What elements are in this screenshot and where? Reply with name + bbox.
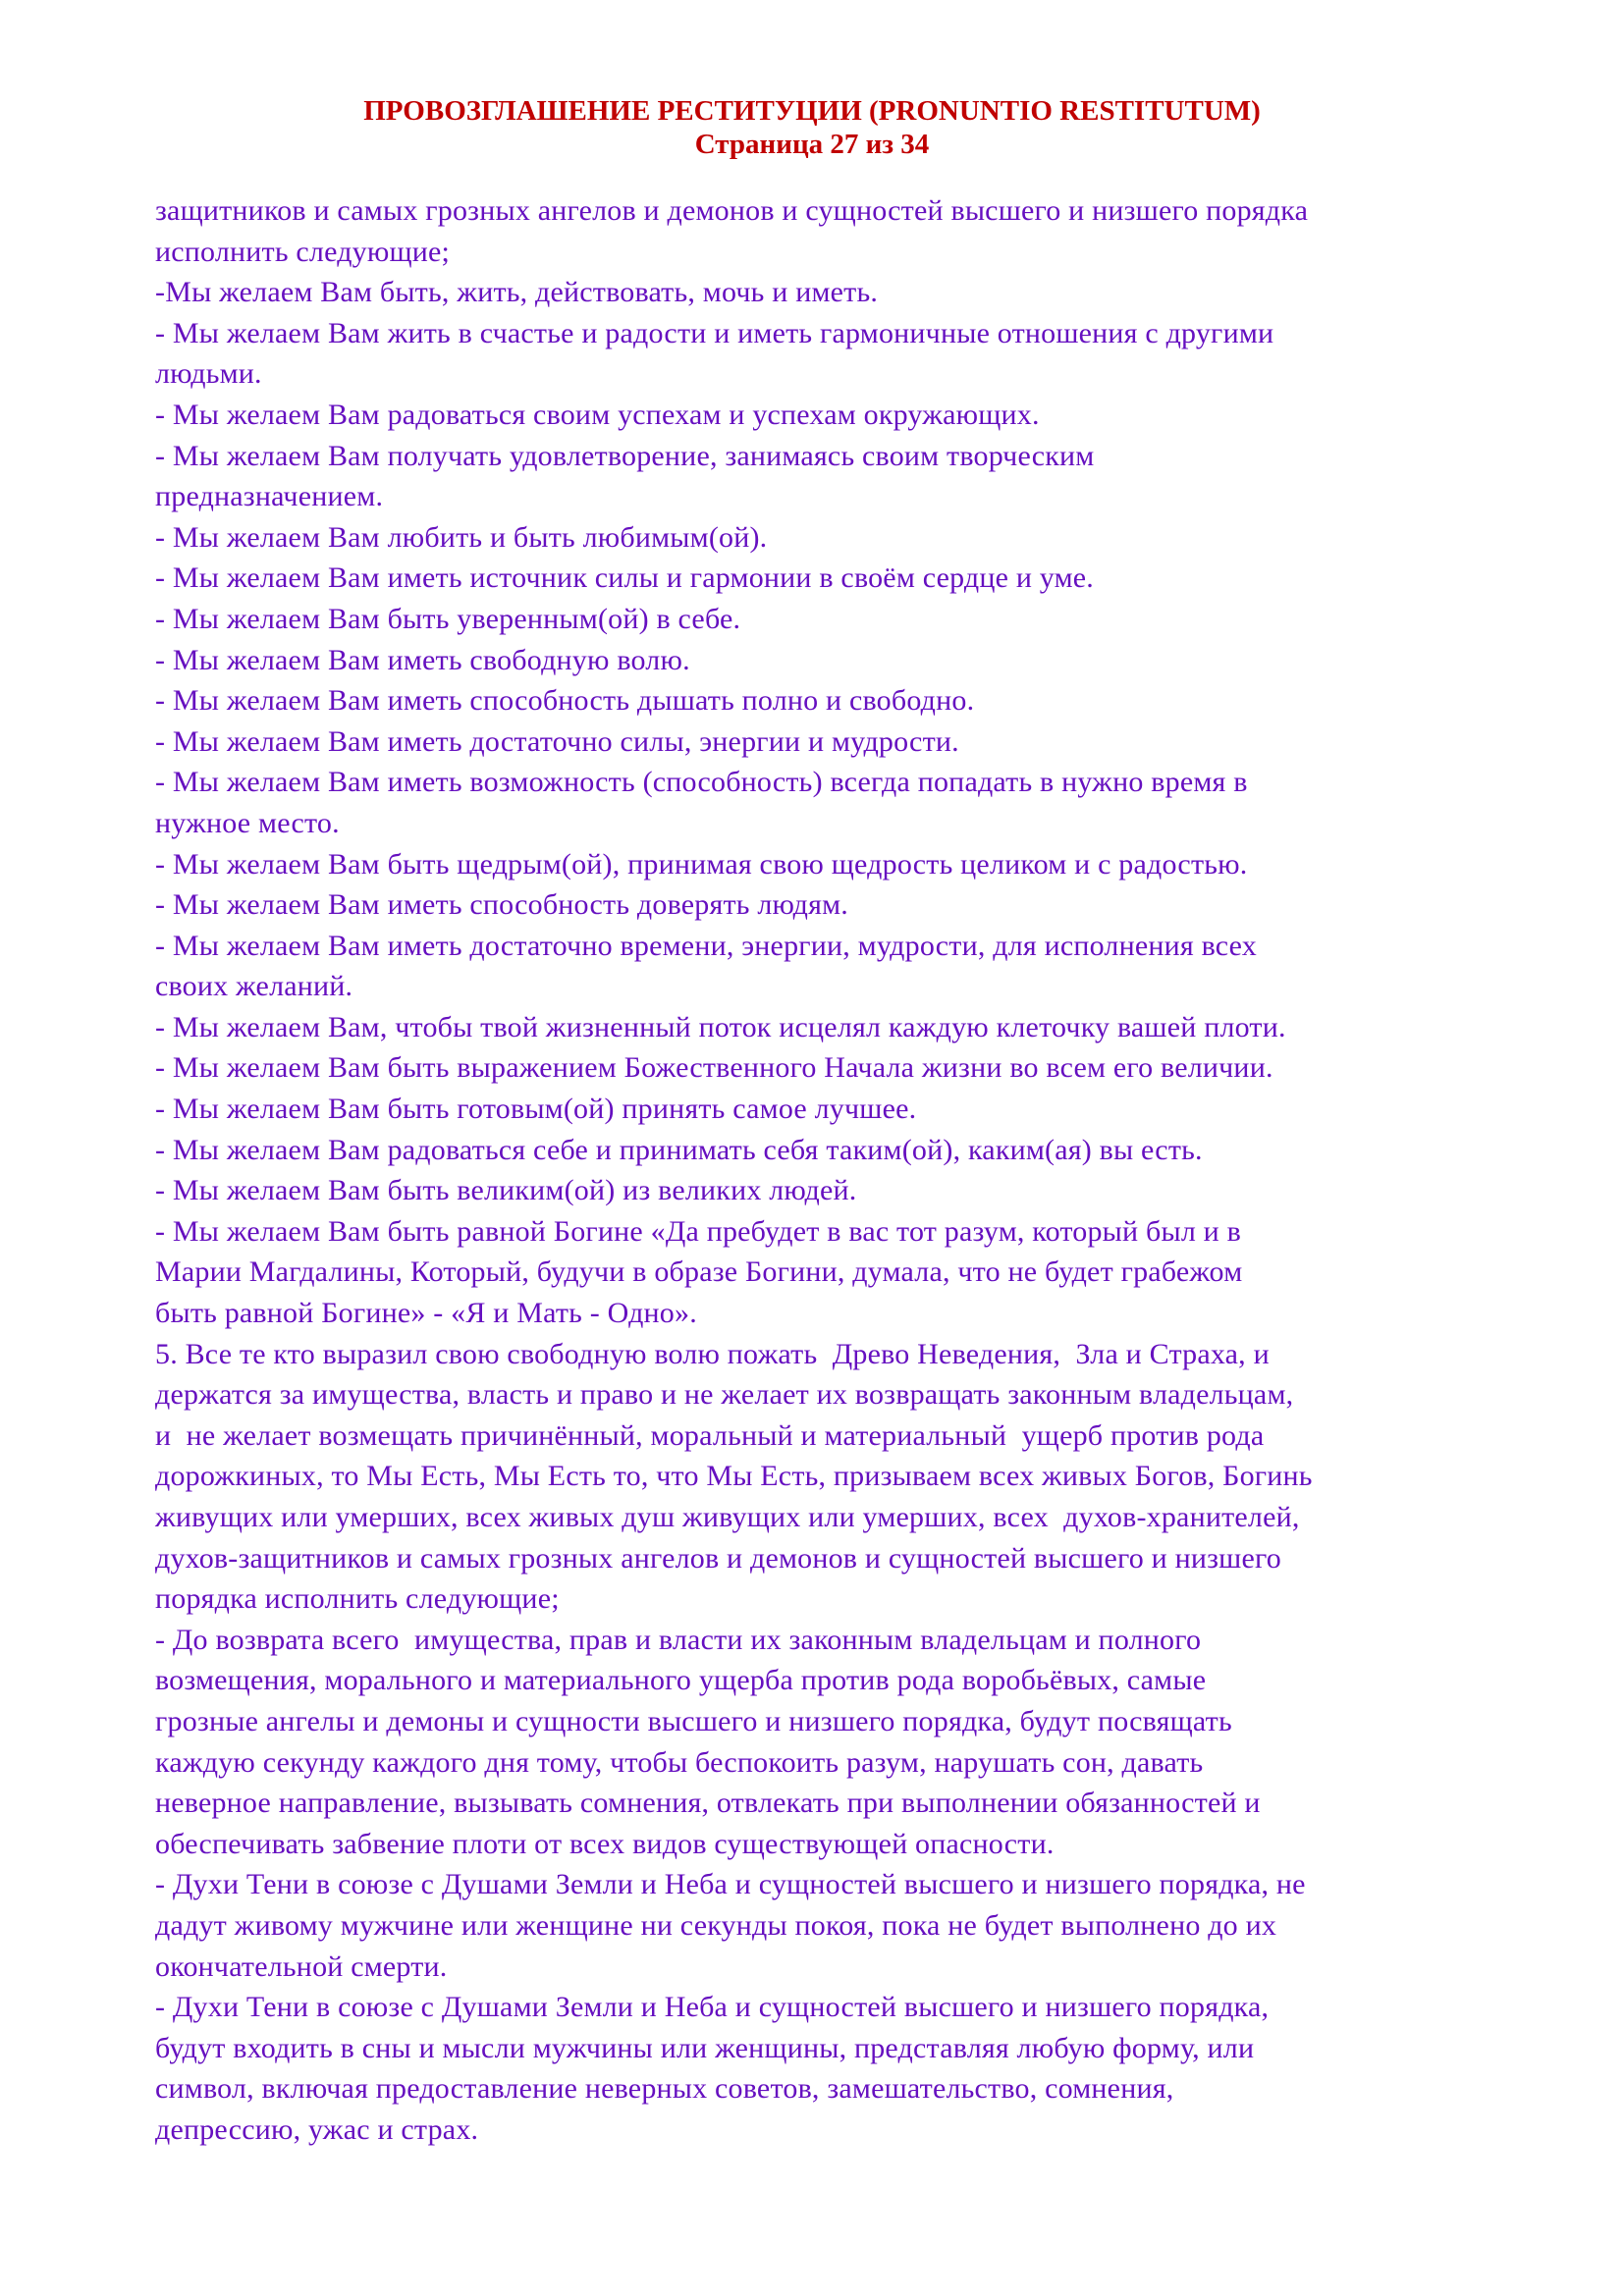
- text-line: депрессию, ужас и страх.: [155, 2112, 479, 2146]
- text-line: нужное место.: [155, 806, 340, 839]
- text-line: - Мы желаем Вам иметь достаточно времени, энергии, мудрости, для исполнения всех: [155, 929, 1257, 962]
- text-line: своих желаний.: [155, 970, 353, 1003]
- text-line: предназначением.: [155, 480, 384, 513]
- text-line: - Духи Тени в союзе с Душами Земли и Неба и сущностей высшего и низшего порядка, не: [155, 1868, 1306, 1901]
- text-line: -Мы желаем Вам быть, жить, действовать, мочь и иметь.: [155, 276, 879, 309]
- text-line: - Мы желаем Вам иметь свободную волю.: [155, 643, 690, 676]
- text-line: духов-защитников и самых грозных ангелов и демонов и сущностей высшего и низшего: [155, 1541, 1281, 1575]
- text-line: - Мы желаем Вам иметь способность дышать полно и свободно.: [155, 684, 975, 718]
- text-line: - Духи Тени в союзе с Душами Земли и Неба и сущностей высшего и низшего порядка,: [155, 1991, 1270, 2024]
- document-body: [155, 190, 1530, 2151]
- text-line: живущих или умерших, всех живых душ живущих или умерших, всех духов-хранителей,: [155, 1501, 1300, 1533]
- text-line: - Мы желаем Вам иметь источник силы и гармонии в своём сердце и уме.: [155, 561, 1094, 595]
- text-line: дадут живому мужчине или женщине ни секунды покоя, пока не будет выполнено до их: [155, 1908, 1277, 1942]
- text-line: людьми.: [155, 357, 262, 391]
- document-title: ПРОВОЗГЛАШЕНИЕ РЕСТИТУЦИИ (PRONUNTIO RESTITUTUM): [363, 95, 1261, 127]
- text-line: - Мы желаем Вам иметь достаточно силы, энергии и мудрости.: [155, 724, 959, 758]
- page-indicator: Страница 27 из 34: [694, 129, 930, 160]
- text-line: символ, включая предоставление неверных советов, замешательство, сомнения,: [155, 2072, 1174, 2106]
- text-line: - Мы желаем Вам иметь способность доверять людям.: [155, 888, 848, 922]
- text-line: - Мы желаем Вам быть уверенным(ой) в себе.: [155, 602, 741, 635]
- text-line: - Мы желаем Вам любить и быть любимым(ой).: [155, 520, 768, 554]
- text-line: - Мы желаем Вам, чтобы твой жизненный поток исцелял каждую клеточку вашей плоти.: [155, 1010, 1286, 1043]
- text-line: окончательной смерти.: [155, 1949, 448, 1983]
- text-line: - Мы желаем Вам радоваться себе и принимать себя таким(ой), каким(ая) вы есть.: [155, 1133, 1203, 1166]
- text-line: - Мы желаем Вам жить в счастье и радости и иметь гармоничные отношения с другими: [155, 316, 1274, 349]
- text-line: защитников и самых грозных ангелов и демонов и сущностей высшего и низшего порядка: [155, 194, 1309, 227]
- text-line: дорожкиных, то Мы Есть, Мы Есть то, что Мы Есть, призываем всех живых Богов, Богинь: [155, 1460, 1313, 1493]
- text-line: Марии Магдалины, Который, будучи в образе Богини, думала, что не будет грабежом: [155, 1255, 1243, 1289]
- text-line: быть равной Богине» - «Я и Мать - Одно».: [155, 1297, 697, 1330]
- text-line: - Мы желаем Вам быть равной Богине «Да пребудет в вас тот разум, который был и в: [155, 1214, 1242, 1248]
- text-line: - Мы желаем Вам быть щедрым(ой), принимая свою щедрость целиком и с радостью.: [155, 847, 1248, 881]
- text-line: обеспечивать забвение плоти от всех видов существующей опасности.: [155, 1827, 1055, 1860]
- text-line: - Мы желаем Вам получать удовлетворение, занимаясь своим творческим: [155, 439, 1095, 472]
- text-line: неверное направление, вызывать сомнения, отвлекать при выполнении обязанностей и: [155, 1787, 1261, 1820]
- text-line: возмещения, морального и материального ущерба против рода воробьёвых, самые: [155, 1664, 1207, 1697]
- text-line: - Мы желаем Вам иметь возможность (способность) всегда попадать в нужно время в: [155, 766, 1248, 799]
- text-line: - Мы желаем Вам радоваться своим успехам и успехам окружающих.: [155, 398, 1040, 431]
- document-header: [0, 94, 1624, 161]
- text-line: будут входить в сны и мысли мужчины или женщины, представляя любую форму, или: [155, 2031, 1255, 2064]
- text-line: - Мы желаем Вам быть готовым(ой) принять самое лучшее.: [155, 1093, 917, 1126]
- text-line: 5. Все те кто выразил свою свободную волю пожать Древо Неведения, Зла и Страха, и: [155, 1337, 1270, 1370]
- text-line: - Мы желаем Вам быть выражением Божественного Начала жизни во всем его величии.: [155, 1051, 1273, 1085]
- text-line: держатся за имущества, власть и право и не желает их возвращать законным владельцам,: [155, 1378, 1294, 1412]
- text-line: порядка исполнить следующие;: [155, 1582, 560, 1616]
- text-line: - До возврата всего имущества, прав и власти их законным владельцам и полного: [155, 1623, 1202, 1656]
- text-line: каждую секунду каждого дня тому, чтобы беспокоить разум, нарушать сон, давать: [155, 1745, 1204, 1779]
- text-line: исполнить следующие;: [155, 235, 451, 268]
- text-line: и не желает возмещать причинённый, моральный и материальный ущерб против рода: [155, 1418, 1265, 1452]
- text-line: грозные ангелы и демоны и сущности высшего и низшего порядка, будут посвящать: [155, 1704, 1232, 1737]
- text-line: - Мы желаем Вам быть великим(ой) из великих людей.: [155, 1174, 857, 1207]
